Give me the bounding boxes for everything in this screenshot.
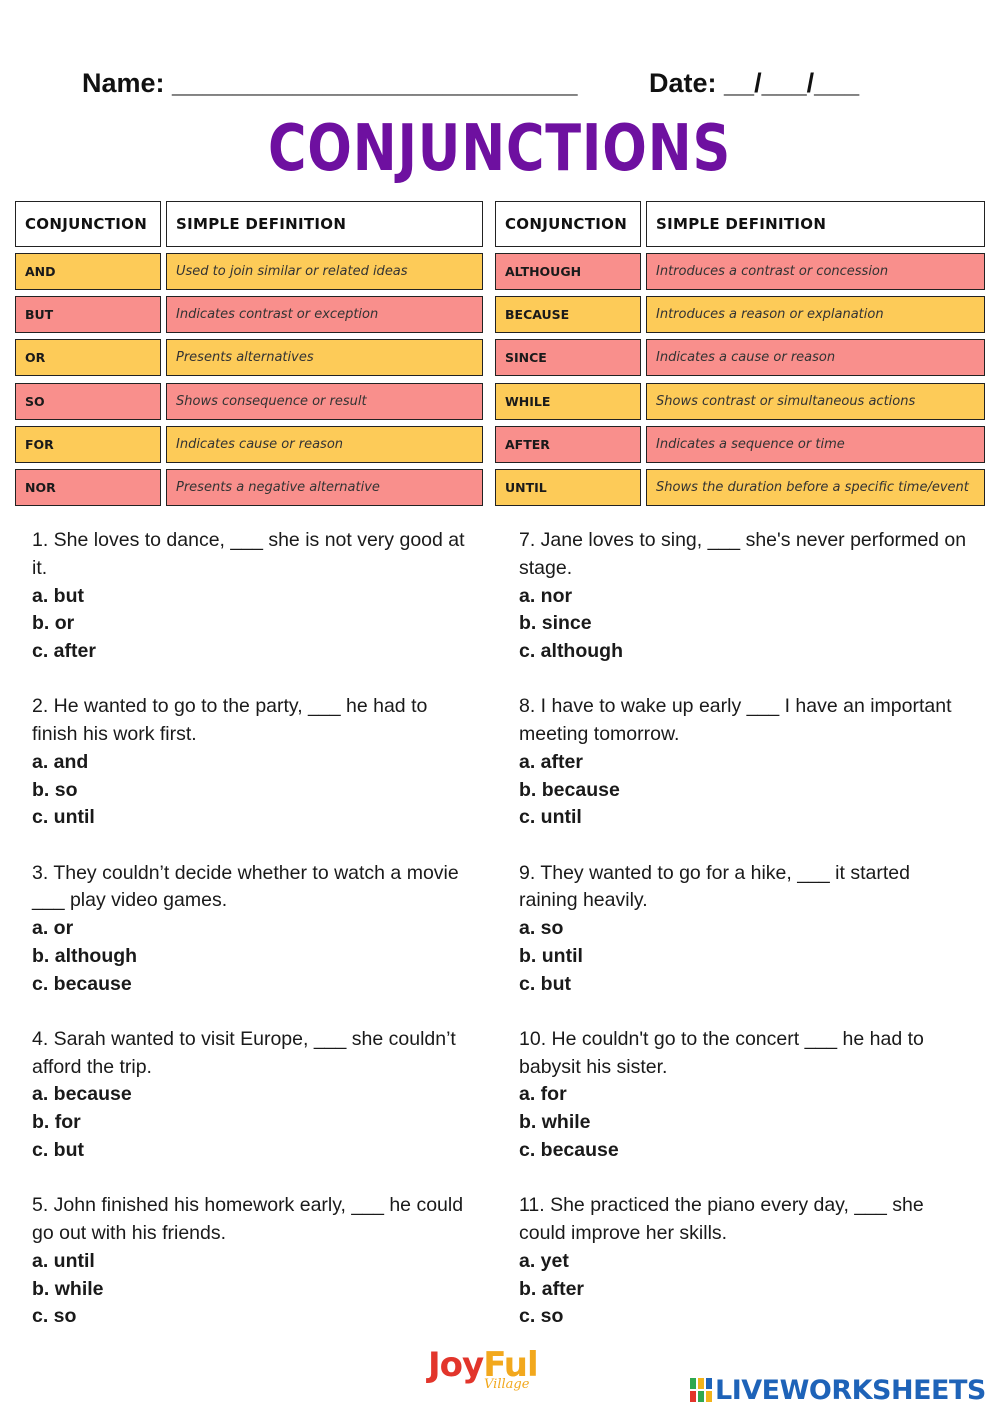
- question-text: 10. He couldn't go to the concert ___ he had to babysit his sister.: [519, 1027, 924, 1078]
- answer-option-a[interactable]: a. yet: [519, 1249, 569, 1272]
- answer-option-b[interactable]: b. since: [519, 612, 592, 635]
- answer-option-a[interactable]: a. so: [519, 917, 564, 940]
- conjunction-definition: Indicates a sequence or time: [646, 426, 985, 463]
- name-blank[interactable]: ___________________________: [172, 68, 578, 98]
- answer-option-a[interactable]: a. after: [519, 750, 583, 773]
- liveworksheets-icon: [690, 1378, 712, 1402]
- answer-option-a[interactable]: a. until: [32, 1249, 95, 1272]
- answer-option-a[interactable]: a. and: [32, 750, 89, 773]
- name-field[interactable]: [82, 68, 577, 99]
- conjunction-definition: Indicates contrast or exception: [166, 296, 483, 333]
- date-field[interactable]: [649, 68, 859, 99]
- question-text: 2. He wanted to go to the party, ___ he had to finish his work first.: [32, 695, 428, 746]
- question-item: [519, 1192, 969, 1331]
- question-item: [519, 1026, 969, 1165]
- answer-option-a[interactable]: a. nor: [519, 584, 573, 607]
- answer-option-b[interactable]: b. or: [32, 612, 75, 635]
- column-header-definition: SIMPLE DEFINITION: [166, 201, 483, 247]
- answer-option-c[interactable]: c. until: [32, 806, 95, 829]
- answer-option-c[interactable]: c. after: [32, 640, 96, 663]
- answer-option-c[interactable]: c. so: [519, 1305, 564, 1328]
- question-text: 5. John finished his homework early, ___ he could go out with his friends.: [32, 1194, 464, 1244]
- question-item: [32, 1192, 472, 1331]
- conjunction-definition: Shows consequence or result: [166, 383, 483, 420]
- question-text: 11. She practiced the piano every day, ___ she could improve her skills.: [519, 1194, 924, 1244]
- answer-option-b[interactable]: b. while: [519, 1111, 591, 1134]
- column-header-definition: SIMPLE DEFINITION: [646, 201, 985, 247]
- answer-option-c[interactable]: c. because: [519, 1139, 619, 1162]
- worksheet-header: [82, 68, 902, 108]
- answer-option-b[interactable]: b. while: [32, 1277, 104, 1300]
- date-blank[interactable]: __/___/___: [724, 68, 860, 98]
- question-text: 7. Jane loves to sing, ___ she's never performed on stage.: [519, 529, 967, 579]
- answer-option-a[interactable]: a. but: [32, 584, 84, 607]
- answer-option-a[interactable]: a. because: [32, 1083, 132, 1106]
- liveworksheets-logo: [690, 1373, 986, 1407]
- answer-option-b[interactable]: b. for: [32, 1111, 81, 1134]
- conjunction-word: BECAUSE: [495, 296, 641, 333]
- question-item: [32, 527, 472, 666]
- conjunction-definition: Indicates cause or reason: [166, 426, 483, 463]
- village-logo-text: Village: [484, 1377, 530, 1392]
- conjunction-definition: Presents a negative alternative: [166, 469, 483, 506]
- answer-option-a[interactable]: a. for: [519, 1083, 567, 1106]
- conjunction-definition: Presents alternatives: [166, 339, 483, 376]
- answer-option-c[interactable]: c. but: [32, 1139, 84, 1162]
- answer-option-b[interactable]: b. because: [519, 778, 620, 801]
- answer-option-b[interactable]: b. until: [519, 944, 583, 967]
- conjunction-word: OR: [15, 339, 161, 376]
- column-header-conjunction: CONJUNCTION: [495, 201, 641, 247]
- joyful-village-logo: [428, 1345, 548, 1403]
- answer-option-b[interactable]: b. although: [32, 944, 138, 967]
- conjunction-word: AFTER: [495, 426, 641, 463]
- answer-option-c[interactable]: c. although: [519, 640, 623, 663]
- conjunction-word: NOR: [15, 469, 161, 506]
- conjunction-definition: Introduces a reason or explanation: [646, 296, 985, 333]
- answer-option-c[interactable]: c. so: [32, 1305, 77, 1328]
- answer-option-a[interactable]: a. or: [32, 917, 74, 940]
- conjunction-word: AND: [15, 253, 161, 290]
- question-item: [32, 860, 472, 999]
- conjunction-definition: Used to join similar or related ideas: [166, 253, 483, 290]
- conjunction-word: BUT: [15, 296, 161, 333]
- question-text: 3. They couldn’t decide whether to watch a movie ___ play video games.: [32, 861, 459, 912]
- question-item: [519, 860, 969, 999]
- conjunction-definition: Shows the duration before a specific time/event: [646, 469, 985, 506]
- conjunction-definition: Indicates a cause or reason: [646, 339, 985, 376]
- question-text: 9. They wanted to go for a hike, ___ it started raining heavily.: [519, 861, 910, 912]
- answer-option-c[interactable]: c. but: [519, 972, 571, 995]
- conjunction-word: WHILE: [495, 383, 641, 420]
- page-title: CONJUNCTIONS: [267, 112, 732, 186]
- answer-option-c[interactable]: c. until: [519, 806, 582, 829]
- date-label: Date:: [649, 68, 717, 98]
- conjunction-word: SINCE: [495, 339, 641, 376]
- answer-option-b[interactable]: b. after: [519, 1277, 585, 1300]
- name-label: Name:: [82, 68, 165, 98]
- question-text: 8. I have to wake up early ___ I have an important meeting tomorrow.: [519, 695, 952, 746]
- conjunction-word: FOR: [15, 426, 161, 463]
- question-item: [519, 693, 969, 832]
- conjunction-word: ALTHOUGH: [495, 253, 641, 290]
- question-text: 4. Sarah wanted to visit Europe, ___ she couldn’t afford the trip.: [32, 1027, 456, 1078]
- liveworksheets-text: LIVEWORKSHEETS: [715, 1374, 986, 1406]
- joyful-logo-text: JoyFul: [428, 1345, 538, 1385]
- conjunction-word: SO: [15, 383, 161, 420]
- conjunction-definition: Shows contrast or simultaneous actions: [646, 383, 985, 420]
- question-text: 1. She loves to dance, ___ she is not very good at it.: [32, 529, 465, 579]
- answer-option-c[interactable]: c. because: [32, 972, 132, 995]
- question-item: [519, 527, 969, 666]
- question-item: [32, 1026, 472, 1165]
- answer-option-b[interactable]: b. so: [32, 778, 78, 801]
- column-header-conjunction: CONJUNCTION: [15, 201, 161, 247]
- question-item: [32, 693, 472, 832]
- conjunction-definition: Introduces a contrast or concession: [646, 253, 985, 290]
- conjunction-word: UNTIL: [495, 469, 641, 506]
